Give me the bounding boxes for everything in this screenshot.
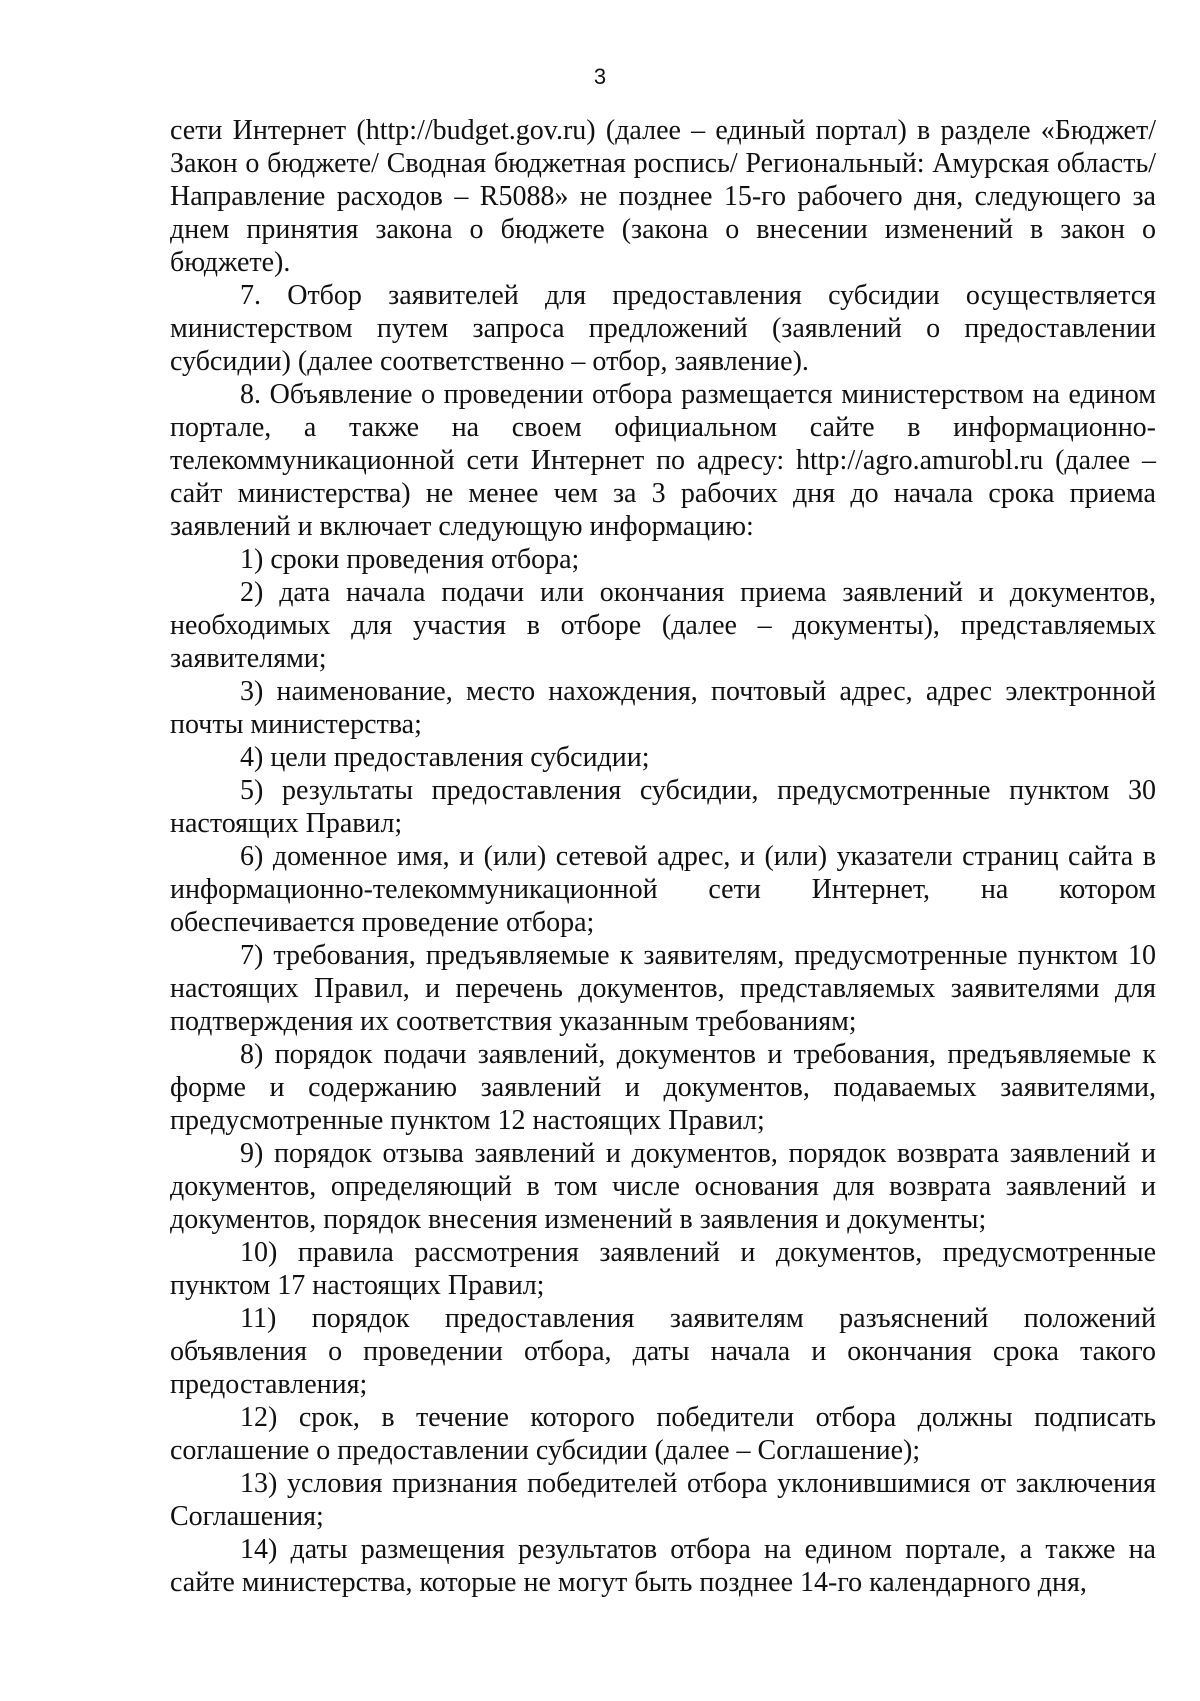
list-item-9: 9) порядок отзыва заявлений и документов, порядок возврата заявлений и документов, определяющий в том числе основания для возврата заявлений и документов, порядок внесения изменений в заявления и документы;: [170, 1138, 1156, 1235]
list-item-5: 5) результаты предоставления субсидии, предусмотренные пунктом 30 настоящих Правил;: [170, 775, 1156, 839]
list-item-3: 3) наименование, место нахождения, почтовый адрес, адрес электронной почты министерства;: [170, 676, 1156, 740]
list-item-8: 8) порядок подачи заявлений, документов и требования, предъявляемые к форме и содержанию заявлений и документов, подаваемых заявителями, предусмотренные пунктом 12 настоящих Правил;: [170, 1039, 1156, 1136]
list-item-13: 13) условия признания победителей отбора уклонившимися от заключения Соглашения;: [170, 1468, 1156, 1532]
paragraph-8-announcement: 8. Объявление о проведении отбора размещается министерством на едином портале, а также на своем официальном сайте в информационно-телекоммуникационной сети Интернет по адресу: http://agro.amurobl.ru (далее – сайт министерства) не менее чем за 3 рабочих дня до начала срока приема заявлений и включает следующую информацию:: [170, 379, 1156, 542]
list-item-1: 1) сроки проведения отбора;: [240, 544, 580, 575]
list-item-14: 14) даты размещения результатов отбора на едином портале, а также на сайте министерства, которые не могут быть позднее 14-го календарного дня,: [170, 1534, 1156, 1598]
paragraph-7-selection: 7. Отбор заявителей для предоставления субсидии осуществляется министерством путем запроса предложений (заявлений о предоставлении субсидии) (далее соответственно – отбор, заявление).: [170, 280, 1156, 377]
document-body: [170, 114, 1156, 1599]
page-number: 3: [593, 64, 607, 89]
list-item-7: 7) требования, предъявляемые к заявителям, предусмотренные пунктом 10 настоящих Правил, и перечень документов, представляемых заявителями для подтверждения их соответствия указанным требованиям;: [170, 940, 1156, 1037]
paragraph-continuation: сети Интернет (http://budget.gov.ru) (далее – единый портал) в разделе «Бюджет/ Закон о бюджете/ Сводная бюджетная роспись/ Региональный: Амурская область/ Направление расходов – R5088» не позднее 15-го рабочего дня, следующего за днем принятия закона о бюджете (закона о внесении изменений в закон о бюджете).: [170, 115, 1156, 278]
list-item-4: 4) цели предоставления субсидии;: [240, 742, 650, 773]
list-item-6: 6) доменное имя, и (или) сетевой адрес, и (или) указатели страниц сайта в информационно-телекоммуникационной сети Интернет, на котором обеспечивается проведение отбора;: [170, 841, 1156, 938]
list-item-12: 12) срок, в течение которого победители отбора должны подписать соглашение о предоставлении субсидии (далее – Соглашение);: [170, 1402, 1156, 1466]
list-item-11: 11) порядок предоставления заявителям разъяснений положений объявления о проведении отбора, даты начала и окончания срока такого предоставления;: [170, 1303, 1156, 1400]
list-item-2: 2) дата начала подачи или окончания приема заявлений и документов, необходимых для участия в отборе (далее – документы), представляемых заявителями;: [170, 577, 1156, 674]
list-item-10: 10) правила рассмотрения заявлений и документов, предусмотренные пунктом 17 настоящих Правил;: [170, 1237, 1156, 1301]
